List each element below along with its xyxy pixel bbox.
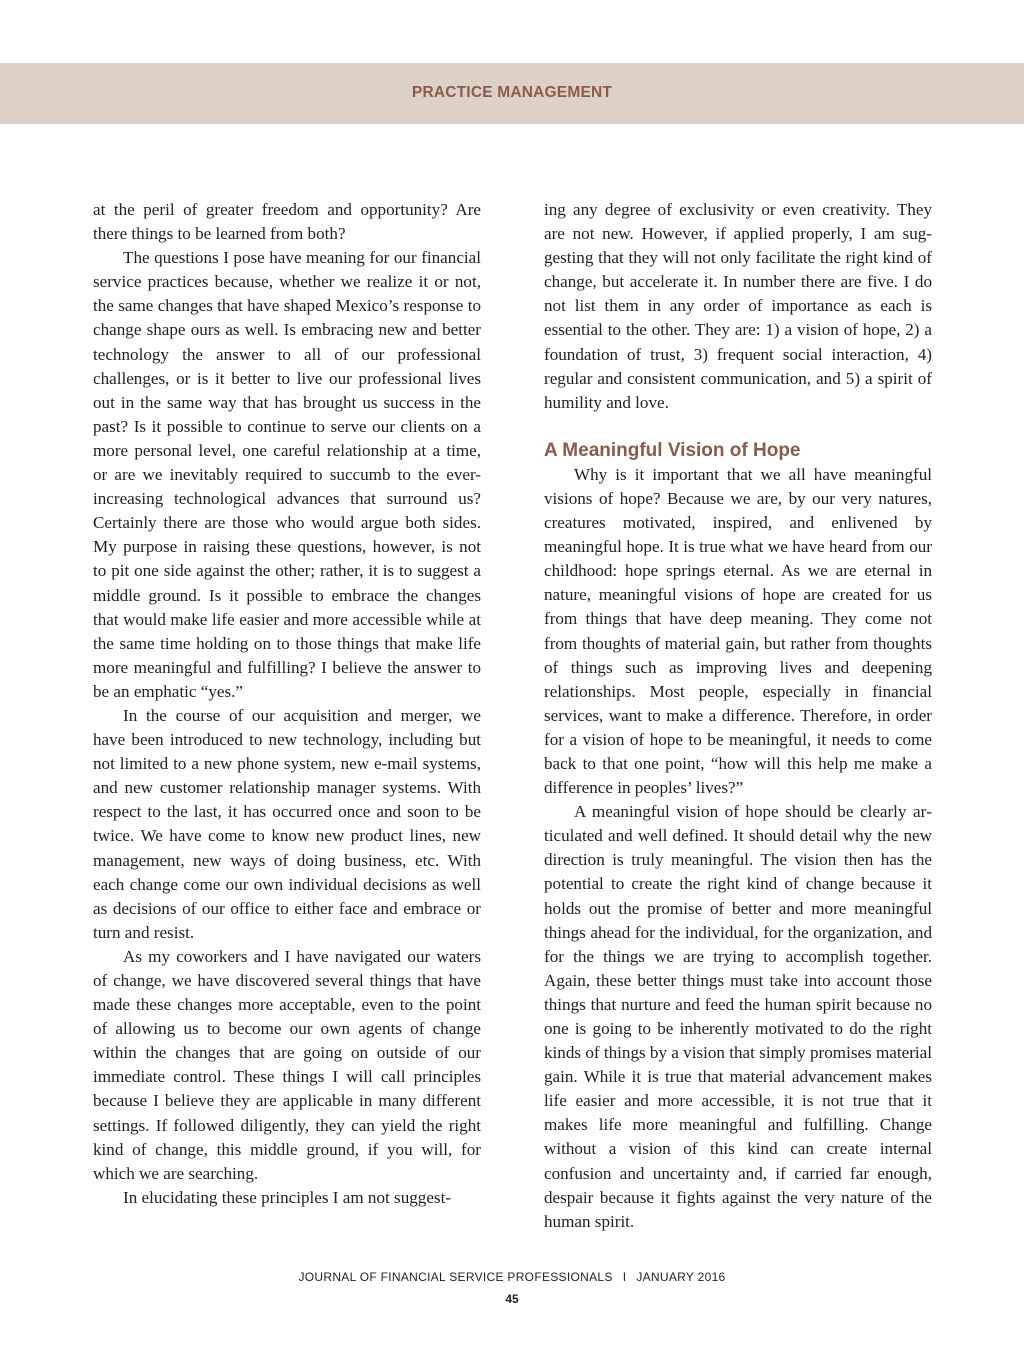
journal-name: JOURNAL OF FINANCIAL SERVICE PROFESSIONALS: [298, 1270, 613, 1284]
paragraph: In the course of our acquisition and merger, we have been introduced to new technology, including but not limited to a new phone system, new e-mail systems, and new customer relationship manager systems. With respect to the last, it has occurred once and soon to be twice. We have come to know new product lines, new management, new ways of doing business, etc. With each change come our own individual decisions as well as decisions of our office to either face and embrace or turn and resist.: [93, 705, 481, 942]
footer-journal-line: [0, 1270, 1024, 1284]
paragraph: A meaningful vision of hope should be clearly articulated and well defined. It should detail why the new direction is truly meaningful. The vision then has the potential to create the right kind of change because it holds out the promise of better and more meaningful things ahead for the individual, for the organization, and for the things we are trying to accomplish together. Again, these better things must take into account those things that nurture and feed the human spirit because no one is going to be inherently motivated to do the right kinds of things by a vision that simply promises material gain. While it is true that material advancement makes life easier and more accessible, it is not true that it makes life more meaningful and fulfilling. Change without a vision of this kind can create internal confusion and uncertainty and, if carried far enough, despair because it fights against the very nature of the human spirit.: [544, 802, 932, 1231]
paragraph: ing any degree of exclusivity or even creativity. They are not new. However, if applied properly, I am suggesting that they will not only facilitate the right kind of change, but accelerate it. In number there are five. I do not list them in any order of importance as each is essential to the other. They are: 1) a vision of hope, 2) a foundation of trust, 3) frequent social interaction, 4) regular and consistent communication, and 5) a spirit of humility and love.: [544, 200, 932, 412]
footer-separator: I: [622, 1270, 627, 1284]
issue-date: JANUARY 2016: [636, 1270, 726, 1284]
paragraph: The questions I pose have meaning for our financial service practices because, whether we realize it or not, the same changes that have shaped Mexico’s response to change shape ours as well. Is embracing new and better technology the answer to all of our professional challenges, or is it better to live our professional lives out in the same way that has brought us success in the past? Is it possible to continue to serve our clients on a more personal level, one careful relationship at a time, or are we inevitably required to succumb to the ever-increasing technological advances that surround us? Certainly there are those who would argue both sides. My purpose in raising these questions, however, is not to pit one side against the other; rather, it is to suggest a middle ground. Is it possible to embrace the changes that would make life easier and more accessible while at the same time holding on to those things that make life more meaningful and fulfilling? I believe the answer to be an emphatic “yes.”: [93, 248, 481, 701]
paragraph: at the peril of greater freedom and opportunity? Are there things to be learned from both?: [93, 200, 481, 244]
paragraph: As my coworkers and I have navigated our waters of change, we have discovered several things that have made these changes more acceptable, even to the point of allowing us to become our own agents of change within the changes that are going on outside of our immediate control. These things I will call principles because I believe they are applicable in many different settings. If followed diligently, they can yield the right kind of change, this middle ground, if you will, for which we are searching.: [93, 946, 481, 1183]
section-label: PRACTICE MANAGEMENT: [411, 84, 613, 101]
paragraph: Why is it important that we all have meaningful visions of hope? Because we are, by our very natures, creatures motivated, inspired, and enlivened by meaningful hope. It is true what we have heard from our childhood: hope springs eternal. As we are eternal in nature, meaningful visions of hope are created for us from things that have deep meaning. They come not from thoughts of material gain, but rather from thoughts of things such as improving lives and deepening relationships. Most people, especially in financial services, want to make a difference. Therefore, in order for a vision of hope to be meaningful, it needs to come back to that one point, “how will this help me make a difference in peoples’ lives?”: [544, 464, 932, 798]
page-number: 45: [505, 1292, 519, 1306]
left-column: [93, 198, 481, 1210]
paragraph: In elucidating these principles I am not suggest-: [123, 1187, 452, 1207]
section-heading: A Meaningful Vision of Hope: [544, 439, 801, 461]
right-column: [544, 198, 932, 1234]
